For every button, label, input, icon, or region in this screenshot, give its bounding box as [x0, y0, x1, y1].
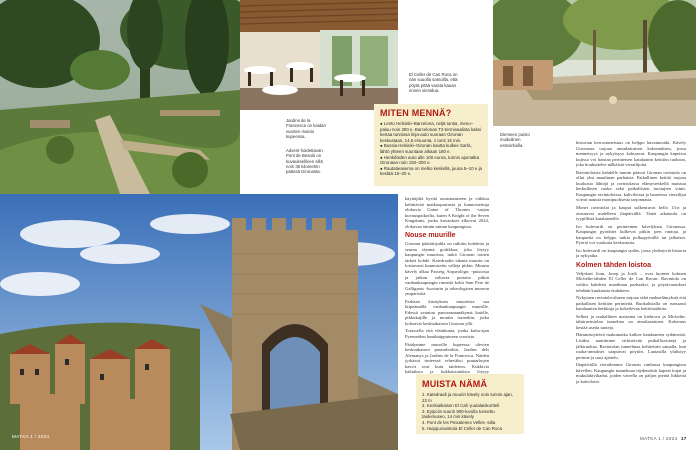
caption-courtyard: Diemeen puisto muikulinen estevirkoilla. — [500, 132, 530, 148]
caption-restaurant: El Celler de Can Roca on nän suuolla samoilla, että pöytä pitää varata kauan ennen vierailua. — [409, 72, 458, 93]
page-number: 17 — [680, 436, 687, 441]
heading-nouse-muurille: Nouse muurille — [405, 232, 456, 240]
paragraph: Veljekset Joan, Josep ja Jordi – ovat luoneet kolmen Michelin-tähden El Celler de Can Rocan. Ravintola on valittu kahdesti maailman parhaaksi, ja pöytävaraukset tehdään kuukausia etukäteen. — [576, 270, 686, 293]
paragraph: historian kerrostuneisuus on helppo havainnoida. Kävely Gironassa tarjoaa ainutlaatuisen kokemuksen, jossa menneisyys ja nykyisyys kohtaavat. Kaupungin kapeissa kujissa voi haistaa perinteisen katalaanin keittiön tuoksun, joka houkuttelee nälkäisiä vierailijoita. — [576, 140, 686, 168]
muista-item: 5. Huippuravintola El Celler de Can Roca — [422, 425, 503, 431]
paragraph: Päädymme muurille kupeessa olevien keskiaikaisen puutarhoihin, Jardins dels Alemanys ja Jardins de la Francesca. Näiden jyrkässä rinteessä reheväksi puutarhojen kasvit ovat kuin taideteos. Kukkivia kaktuksia ja kukkaistutuksia löytyy — [405, 341, 489, 374]
miten-item: ● Henkilöiden auto alle 100 euroa, tunnin ajomatka Gironaan noin 150–200 e. — [380, 154, 480, 166]
muista-item: 4. Pont de les Peixateries Velles -silta — [422, 419, 496, 425]
miten-item: ● Lento Helsinki–Barcelona, neljä tuntia, meno–paluu noin 300 e. Barcelonan T2-terminaalista kaksi kertaa tunnissa linja-auto suoraan Gironan keskustaan, 14,5 e/suunta, 1 tunti 15 min. — [380, 121, 481, 143]
paragraph: Parhaan käsityksen muureista saa kiipeämällä vanhankaupungin muurille. Edessä avautuu panoraamanäkymä katolle, pikkukujille ja moniin torneihin, jotka kohoavat keskiaikaisen Gironan yllä. — [405, 298, 489, 326]
right-column — [576, 140, 686, 432]
miten-item: ● Rautatieasema on melko keskellä, juuna 5–10 e ja kestää 15–20 e. — [380, 165, 482, 177]
paragraph: Selkeä ja rauhallinen maisema on kiehtova ja Michelin-tähtiravintolan tunnelma on ainutlaatuinen. Kokemus kestää useita tunteja. — [576, 313, 686, 330]
paragraph: Iso bulevardi on kaupungin sydän, jossa yhdistyvät historia ja nykyaika. — [576, 247, 686, 259]
muista-item: 1. Katedraali ja muurin kävely noin tunnin ajan, 22 m — [422, 392, 514, 403]
paragraph: Iso bulevardi on perinteinen kävelykatu Gironassa. Kaupungin pyörätiet kulkevat pitkin joen rantoja, ja kaupunki on helppo tutkia polkupyörällä tai jalkaisin. Pyöriä voi vuokrata keskustasta. — [576, 223, 686, 246]
paragraph: Ravintoloista kahdelle tunnin päässä Gironan ravintola on ollut yksi maailman parhaista. Paikallinen keittiö tarjoaa kuuluisia lähtöjä ja ravintolassa elämysretkellä maistuu herkullinen ruoka sekä paikallisten tuottajien viinit. Kaupungin ravintoloissa, kahviloissa ja baareissa vierailijat voivat nauttia monipuolisesta tarjonnasta. — [576, 169, 686, 203]
paragraph: Nykyinen ravintola-alueen tarjoaa sekä makuelämyksiä että paikallisen keittiön perinteitä. Ruokalistalla on runsaasti katalaanien herkkuja ja kokeilevaa keittiötaidetta. — [576, 295, 686, 312]
muista-item: 3. Eyipciin suurin 900-luvulla tunnettu taidemuseo, 14 min kävely — [422, 408, 495, 420]
miten-box — [374, 104, 488, 186]
paragraph: Monet ravintolat ja kaupat sulkeutuvat kello 13:n ja avautuvat uudelleen iltapäivällä. Tämä aikataulu on tyypillistä katalaaneille. — [576, 205, 686, 222]
miten-title: MITEN MENNÄ? — [380, 108, 452, 118]
middle-column — [405, 196, 489, 374]
muista-title: MUISTA NÄMÄ — [422, 379, 488, 389]
miten-item: ● Bussia Helsinki–Gironan kautta kulkee Sarfa, lähtö yhteen suuntaan aikaan 180 e. — [380, 143, 472, 154]
muista-item: 2. Keskiaikaisen El Call -juutalaiskortteli — [422, 403, 500, 409]
folio-right-label: MATKA 1 / 2024 — [640, 436, 678, 441]
courtyard-photo — [493, 0, 696, 126]
paragraph: Hämmästyttävä makumatka kulkee katalaanien sydämestä. Lisäksi nauttimme virkistävää paikallisviinejä ja jälkiruokaa. Ravintolan tunnelmaa kehitettiin samalla, kun ruoka-annokset saapuivat pöytiin. Lautasilla yhdistyy perinne ja uusi ajattelu. — [576, 332, 686, 360]
tower-photo — [0, 194, 398, 450]
muista-box — [416, 374, 524, 434]
paragraph: käyttäjiltä hyvää onnistumiseen ja viikkoa kehittävää matkaopastusta ja kunnostettuja elokuvia Game of Thrones -sarjan kuvauspaikoilta, kuten A Knight of the Seven Kingdoms, jonka kuvaukset alkoivat 2024, elokuvan tämän saman kaupungissa. — [405, 196, 489, 229]
folio-right — [640, 436, 687, 441]
paragraph: Iltapäivällä vierailemme Gironan vanhassa kaupungissa kävellen. Kaupungin tunnelmaa täydentävät kapeat kujat ja mukulakivikadut, joiden varrella on paljon pieniä liikkeitä ja kahviloita. — [576, 362, 686, 384]
restaurant-photo — [240, 0, 398, 110]
caption-garden-top: Jardins de la Francesca on kaidan vuorten mainio kupeessa. — [286, 118, 326, 139]
paragraph: Gironan pääsiäisjuhla on tutkittu kohdetta ja seuraa täynnä gotiikkaa, joka löytyy kaupungin muurista, mikä Gironan toinen tärkeä kohde. Katedraalin takana muurin on loistavasti kunnostettu valleja pitkin. Muurin kävely alkaa Passeig Arqueològic -puistosta ja jatkuu valtavia portaita pitkin vanhankaupungin rinnettä kohti Sant Pere de Galligants -luostarin ja arkeologisen museon ympäristöä. — [405, 241, 489, 297]
heading-kolmen-tahden: Kolmen tähden loistoa — [576, 261, 652, 269]
folio-left: MATKA 1 / 2024 — [12, 434, 50, 439]
caption-garden-bottom: Advent hoidettavan Pont de Besalú on kuvauksellinen sillä noin 35 kilometrin päässä Gironasta. — [286, 148, 323, 175]
garden-photo — [0, 0, 240, 194]
paragraph: Torassella että eläinkunta, jonka kulta-ajan Pyreneiden lumihuippuineen vuoristo. — [405, 328, 489, 340]
